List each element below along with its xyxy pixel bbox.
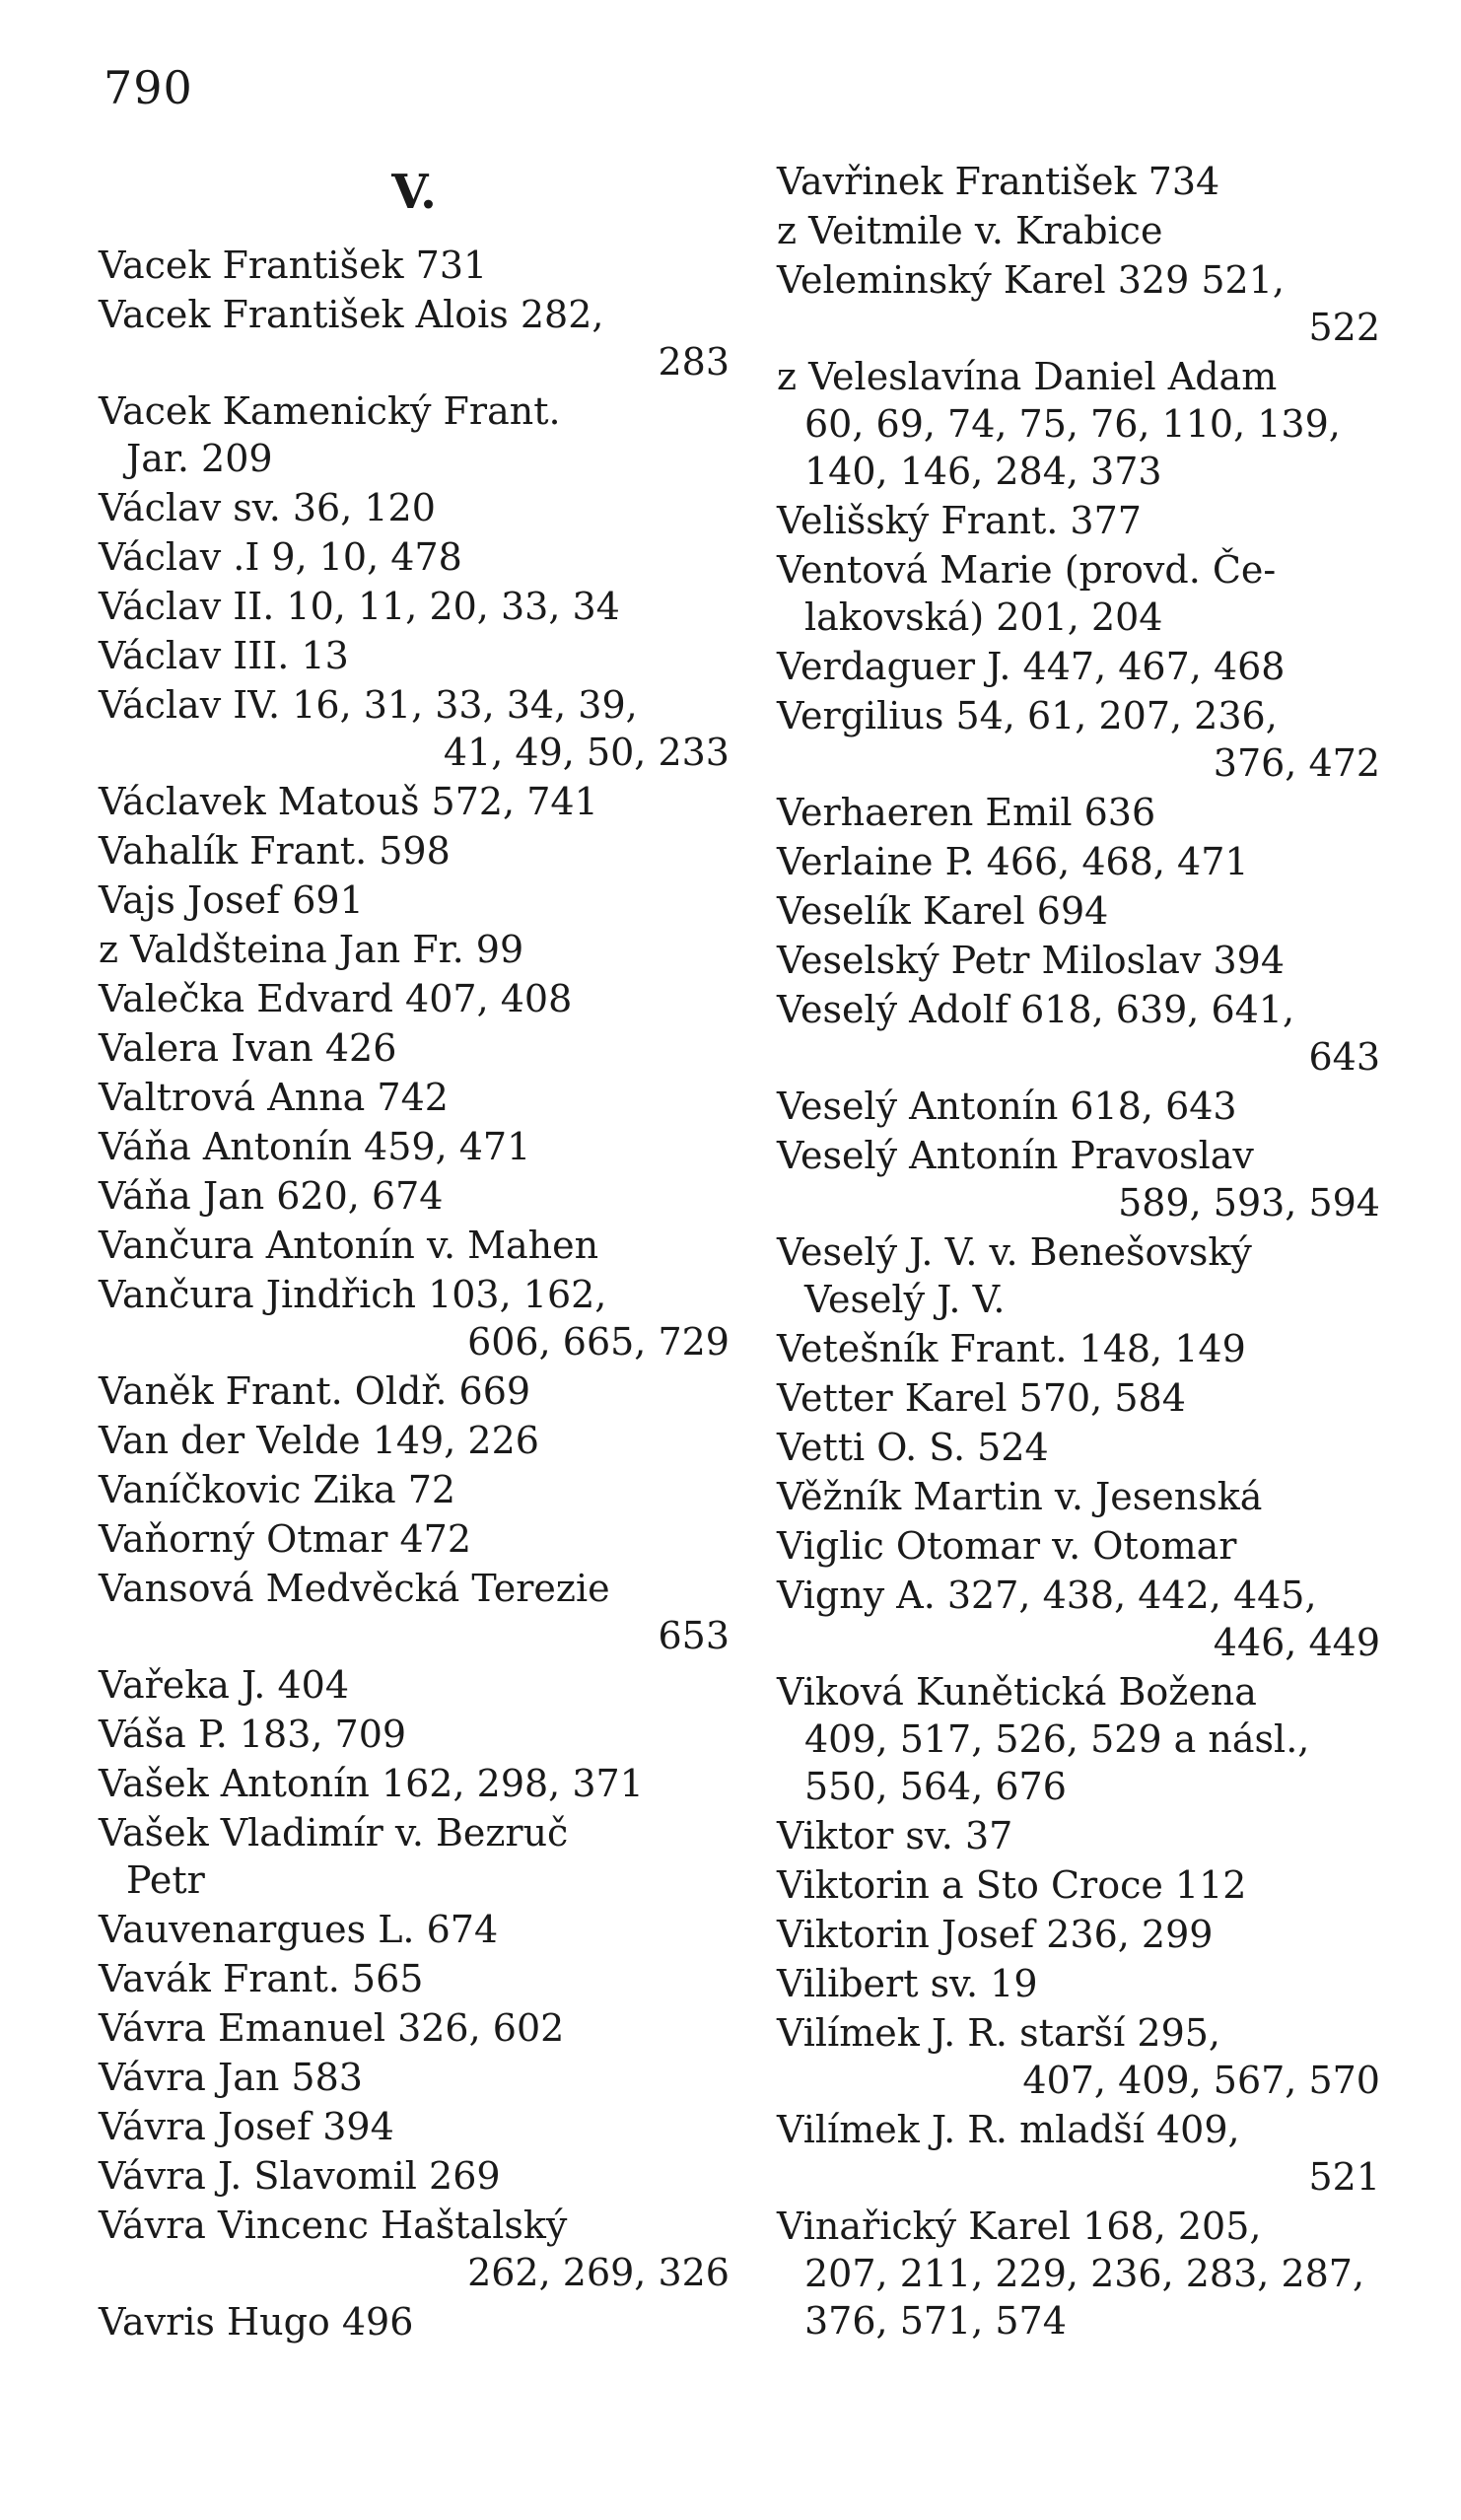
index-entry-text: Viktorin Josef 236, 299	[777, 1913, 1214, 1956]
index-entry-text: Verdaguer J. 447, 467, 468	[777, 645, 1286, 688]
index-entry-text: Vavák Frant. 565	[99, 1957, 424, 2000]
index-entry	[777, 1668, 1380, 1810]
index-list-left	[99, 242, 730, 2345]
index-entry	[777, 1424, 1380, 1471]
index-entry	[777, 1083, 1380, 1130]
index-entry	[99, 1661, 730, 1709]
index-entry	[99, 242, 730, 289]
index-entry	[777, 2009, 1380, 2104]
index-entry	[777, 1911, 1380, 1958]
index-entry-text: Václav sv. 36, 120	[99, 486, 436, 529]
index-entry-text: Vančura Jindřich 103, 162,	[99, 1273, 607, 1316]
index-entry-continuation: 262, 269, 326	[467, 2251, 730, 2294]
index-entry-continuation: 41, 49, 50, 233	[443, 731, 730, 774]
index-entry	[99, 778, 730, 825]
index-entry-text: Veselý Adolf 618, 639, 641,	[777, 988, 1295, 1031]
index-entry-continuation: 521	[1308, 2155, 1380, 2199]
index-entry-text: Vetti O. S. 524	[777, 1426, 1049, 1469]
index-entry-continuation: 606, 665, 729	[467, 1320, 730, 1364]
index-entry	[777, 2203, 1380, 2345]
index-entry-text: z Veleslavína Daniel Adam	[777, 355, 1278, 398]
index-entry-text: Vavris Hugo 496	[99, 2300, 414, 2344]
index-entry-text: Veselský Petr Miloslav 394	[777, 939, 1286, 982]
index-entry-text: z Valdšteina Jan Fr. 99	[99, 928, 524, 971]
index-entry	[777, 353, 1380, 495]
index-list-right	[777, 158, 1380, 2345]
index-entry	[99, 1711, 730, 1758]
index-entry-text: Vaňorný Otmar 472	[99, 1517, 472, 1561]
index-entry	[99, 1367, 730, 1415]
index-entry	[99, 1809, 730, 1904]
index-entry-text: Vávra Vincenc Haštalský	[99, 2204, 568, 2247]
index-entry-text: Vansová Medvěcká Terezie	[99, 1567, 610, 1610]
index-entry	[777, 887, 1380, 935]
index-entry	[99, 975, 730, 1022]
index-entry	[99, 1417, 730, 1464]
index-entry-text: Velišský Frant. 377	[777, 499, 1142, 542]
index-entry-text: Václav III. 13	[99, 634, 349, 677]
index-entry-text: Václavek Matouš 572, 741	[99, 780, 598, 823]
index-entry	[777, 986, 1380, 1081]
index-entry-continuation: 376, 571, 574	[804, 2299, 1067, 2343]
index-entry-continuation: 589, 593, 594	[1118, 1181, 1380, 1225]
index-entry-text: Vauvenargues L. 674	[99, 1908, 499, 1951]
index-entry-text: Vacek František Alois 282,	[99, 293, 604, 336]
index-entry-text: Valtrová Anna 742	[99, 1076, 449, 1119]
index-entry-text: Vetešník Frant. 148, 149	[777, 1327, 1246, 1370]
index-entry-continuation: 409, 517, 526, 529 a násl.,	[804, 1717, 1310, 1761]
index-entry	[99, 2004, 730, 2052]
index-entry-continuation: 522	[1308, 306, 1380, 349]
index-entry	[99, 533, 730, 581]
index-entry	[99, 681, 730, 776]
index-entry	[99, 291, 730, 385]
index-entry	[99, 1024, 730, 1072]
index-column-left	[99, 163, 730, 2347]
index-entry	[99, 1906, 730, 1953]
index-entry-text: Veselý Antonín 618, 643	[777, 1085, 1237, 1128]
index-entry-continuation: 407, 409, 567, 570	[1022, 2059, 1380, 2102]
index-entry-text: Valera Ivan 426	[99, 1026, 397, 1070]
index-entry	[777, 1132, 1380, 1226]
index-entry	[99, 1760, 730, 1807]
index-entry	[777, 937, 1380, 984]
index-entry	[777, 643, 1380, 690]
index-entry-text: Václav .I 9, 10, 478	[99, 535, 462, 579]
index-entry-continuation: Jar. 209	[126, 437, 273, 480]
index-entry	[777, 1374, 1380, 1422]
index-entry-text: Vigny A. 327, 438, 442, 445,	[777, 1574, 1317, 1617]
index-entry	[99, 2103, 730, 2150]
index-entry-text: Vilibert sv. 19	[777, 1962, 1038, 2005]
index-entry	[777, 207, 1380, 254]
index-entry-text: Vašek Antonín 162, 298, 371	[99, 1762, 644, 1805]
index-entry-continuation: 207, 211, 229, 236, 283, 287,	[804, 2252, 1365, 2295]
index-entry-text: Váša P. 183, 709	[99, 1713, 407, 1756]
index-entry	[777, 838, 1380, 885]
index-entry-text: Vašek Vladimír v. Bezruč	[99, 1811, 569, 1855]
index-entry-text: Valečka Edvard 407, 408	[99, 977, 573, 1020]
index-entry-text: Vaníčkovic Zika 72	[99, 1468, 456, 1511]
index-entry	[777, 1522, 1380, 1570]
index-entry	[99, 1955, 730, 2002]
index-entry-text: Věžník Martin v. Jesenská	[777, 1475, 1263, 1518]
index-entry-text: Veselý Antonín Pravoslav	[777, 1134, 1254, 1177]
index-entry	[99, 2202, 730, 2296]
index-entry	[777, 1228, 1380, 1323]
index-entry-text: Vavřinek František 734	[777, 160, 1220, 203]
index-entry-text: Vetter Karel 570, 584	[777, 1376, 1186, 1420]
index-entry	[99, 1123, 730, 1170]
index-entry	[777, 1572, 1380, 1666]
index-entry-continuation: 550, 564, 676	[804, 1765, 1067, 1808]
index-entry	[777, 1325, 1380, 1372]
index-entry-text: Vinařický Karel 168, 205,	[777, 2205, 1262, 2248]
index-entry	[99, 2298, 730, 2345]
index-entry-text: z Veitmile v. Krabice	[777, 209, 1163, 252]
index-entry	[99, 1515, 730, 1563]
index-entry	[777, 497, 1380, 544]
index-entry-text: Verlaine P. 466, 468, 471	[777, 840, 1249, 883]
index-entry-text: Veselík Karel 694	[777, 889, 1109, 933]
index-entry	[99, 827, 730, 875]
index-entry	[777, 692, 1380, 787]
index-entry-continuation: 446, 449	[1213, 1621, 1380, 1664]
index-entry	[99, 1466, 730, 1513]
index-entry	[777, 789, 1380, 836]
index-entry-text: Viglic Otomar v. Otomar	[777, 1524, 1237, 1568]
index-entry-text: Vančura Antonín v. Mahen	[99, 1224, 599, 1267]
index-entry-text: Vacek František 731	[99, 244, 488, 287]
index-entry-text: Ventová Marie (provd. Če-	[777, 548, 1277, 592]
index-entry-text: Václav II. 10, 11, 20, 33, 34	[99, 585, 620, 628]
index-entry-continuation: Petr	[126, 1858, 205, 1902]
index-entry-text: Vilímek J. R. starší 295,	[777, 2011, 1221, 2055]
index-entry-text: Váňa Antonín 459, 471	[99, 1125, 531, 1168]
index-entry	[99, 484, 730, 531]
index-entry	[99, 632, 730, 679]
index-entry-text: Vajs Josef 691	[99, 878, 364, 922]
index-entry-text: Vaněk Frant. Oldř. 669	[99, 1369, 531, 1413]
index-entry-continuation: 60, 69, 74, 75, 76, 110, 139,	[804, 402, 1341, 446]
index-entry	[777, 1861, 1380, 1909]
index-entry	[99, 926, 730, 973]
index-entry	[777, 2106, 1380, 2201]
index-entry	[99, 1172, 730, 1220]
index-entry	[99, 876, 730, 924]
index-entry	[99, 1074, 730, 1121]
index-entry-text: Veleminský Karel 329 521,	[777, 258, 1285, 302]
index-entry-text: Vahalík Frant. 598	[99, 829, 451, 873]
index-entry-text: Vilímek J. R. mladší 409,	[777, 2108, 1240, 2151]
index-entry	[99, 583, 730, 630]
index-entry	[777, 256, 1380, 351]
index-entry-text: Vávra Jan 583	[99, 2056, 363, 2099]
index-entry-text: Van der Velde 149, 226	[99, 1419, 539, 1462]
index-entry-text: Vařeka J. 404	[99, 1663, 349, 1707]
index-entry-text: Veselý J. V. v. Benešovský	[777, 1230, 1252, 1274]
index-entry	[777, 1812, 1380, 1859]
index-entry	[99, 1565, 730, 1659]
index-entry-continuation: 376, 472	[1213, 741, 1380, 785]
letter-heading: V.	[391, 165, 437, 220]
index-entry-continuation: 653	[658, 1614, 730, 1657]
index-entry	[99, 387, 730, 482]
index-entry	[777, 1473, 1380, 1520]
index-entry	[99, 1271, 730, 1365]
index-entry-text: Vacek Kamenický Frant.	[99, 389, 561, 433]
index-entry-text: Vávra J. Slavomil 269	[99, 2154, 501, 2198]
index-entry	[99, 1222, 730, 1269]
index-entry-text: Viktorin a Sto Croce 112	[777, 1863, 1247, 1907]
page-number: 790	[104, 61, 193, 114]
index-entry	[99, 2152, 730, 2200]
index-entry-text: Viková Kunětická Božena	[777, 1670, 1257, 1714]
index-entry	[777, 546, 1380, 641]
index-entry-continuation: 643	[1308, 1035, 1380, 1079]
index-entry-continuation: 283	[658, 340, 730, 384]
index-entry-text: Václav IV. 16, 31, 33, 34, 39,	[99, 683, 638, 727]
index-entry-continuation: Veselý J. V.	[804, 1278, 1006, 1321]
index-column-right	[777, 158, 1380, 2346]
index-entry	[99, 2054, 730, 2101]
index-entry-text: Váňa Jan 620, 674	[99, 1174, 444, 1218]
index-entry	[777, 1960, 1380, 2007]
index-entry-continuation: lakovská) 201, 204	[804, 595, 1163, 639]
index-entry-text: Vávra Emanuel 326, 602	[99, 2006, 565, 2050]
index-entry-text: Viktor sv. 37	[777, 1814, 1013, 1857]
index-entry	[777, 158, 1380, 205]
index-entry-text: Vergilius 54, 61, 207, 236,	[777, 694, 1278, 737]
index-entry-text: Vávra Josef 394	[99, 2105, 394, 2148]
index-entry-continuation: 140, 146, 284, 373	[804, 450, 1162, 493]
index-entry-text: Verhaeren Emil 636	[777, 791, 1156, 834]
